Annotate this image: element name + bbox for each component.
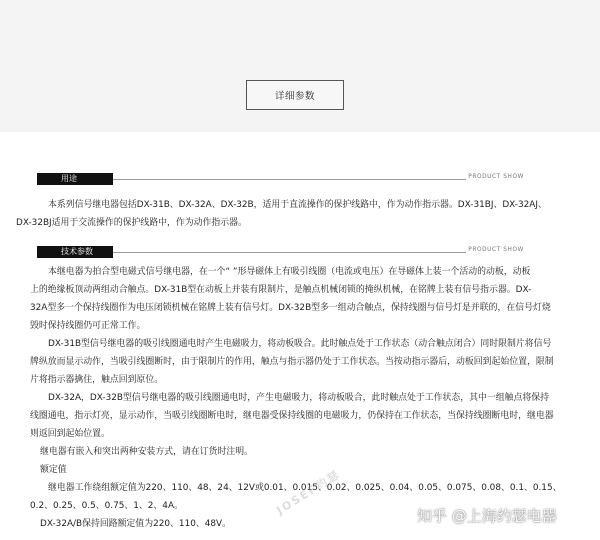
rated-line-1: 继电器工作绕组额定值为220、110、48、24、12V或0.01、0.015、0.02、0.025、0.04、0.05、0.075、0.08、0.1、0.15、 xyxy=(48,483,562,493)
tech-p1-line-1: 本继电器为拍合型电磁式信号继电器，在一个“ ”形导磁体上有吸引线圈（电流或电压）在导磁体上装一个活动的动板，动板 xyxy=(48,267,531,277)
tech-section-title: 技术参数 xyxy=(37,246,113,258)
product-show-tag: PRODUCT SHOW xyxy=(468,247,524,253)
tech-p1-line-2: 上的绝缘板顶动两组动合触点。DX-31B型在动板上并装有限制片，是触点机械闭锁的掩纵机械，在铭牌上装有信号指示器。DX- xyxy=(30,285,532,295)
usage-line-2: DX-32BJ适用于交流操作的保护线路中，作为动作指示器。 xyxy=(16,218,247,228)
tech-p2-line-2: 牌纵放而显示动作，当吸引线圈断时，由于限制片的作用，触点与指示器仍处于工作状态。当按动指示器后，动板回到起始位置，限制 xyxy=(30,357,554,367)
tech-p3-line-1: DX-32A，DX-32B型信号继电器的吸引线圈通电时，产生电磁吸力，将动板吸合，此时触点处于工作状态，其中一组触点将保持 xyxy=(48,393,549,403)
tech-paragraph-3 xyxy=(30,389,582,443)
detail-params-button[interactable]: 详细参数 xyxy=(246,80,344,110)
rated-line-3: DX-32A/B保持回路额定值为220、110、48V。 xyxy=(40,519,231,529)
tech-p3-line-3: 则返回到起始位置。 xyxy=(30,429,110,439)
tech-p3-line-2: 线圈通电，指示灯亮，显示动作，当吸引线圈断电时，继电器受保持线圈的电磁吸力，仍保持在工作状态，当保持线圈断电时，继电器 xyxy=(30,411,554,421)
install-note: 继电器有嵌入和突出两种安装方式，请在订货时注明。 xyxy=(40,447,253,457)
tech-paragraph-2 xyxy=(30,335,582,389)
tech-p1-line-4: 毁时保持线圈仍可正常工作。 xyxy=(30,321,146,331)
tech-paragraph-1 xyxy=(30,263,582,335)
tech-p2-line-1: DX-31B型信号继电器的吸引线圈通电时产生电磁吸力，将动板吸合。此时触点处于工作状态（动合触点闭合）同时限制片将信号 xyxy=(48,339,552,349)
tech-p1-line-3: 32A型多一个保持线圈作为电压闭锁机械在铭牌上装有信号灯。DX-32B型多一组动合触点，保持线圈与信号灯是并联的，在信号灯烧 xyxy=(30,303,551,313)
section-divider xyxy=(113,252,466,253)
brand-watermark: JOSEF约瑟 xyxy=(274,467,343,518)
usage-paragraph xyxy=(16,196,582,232)
usage-section-title: 用途 xyxy=(37,173,113,185)
rated-heading: 额定值 xyxy=(40,465,67,475)
usage-line-1: 本系列信号继电器包括DX-31B、DX-32A、DX-32B，适用于直流操作的保护线路中，作为动作指示器。DX-31BJ、DX-32AJ、 xyxy=(48,200,547,210)
tech-p2-line-3: 片将指示器擒住，触点回到原位。 xyxy=(30,375,164,385)
section-divider xyxy=(113,179,466,180)
usage-section-header xyxy=(37,173,524,185)
rated-line-2: 0.2、0.25、0.5、0.75、1、2、4A。 xyxy=(30,501,183,511)
header-band xyxy=(0,0,600,132)
tech-section-header xyxy=(37,246,524,258)
zhihu-watermark: 知乎 @上海约瑟电器 xyxy=(417,507,557,525)
product-show-tag: PRODUCT SHOW xyxy=(468,174,524,180)
